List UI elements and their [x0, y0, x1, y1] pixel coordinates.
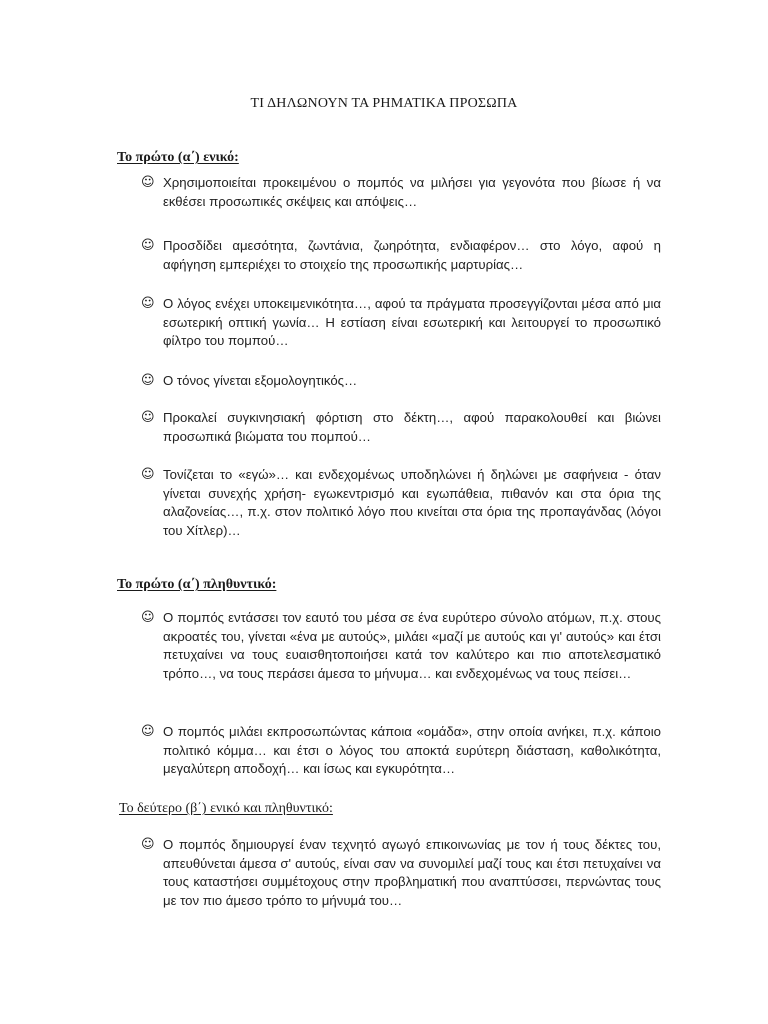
list-item-text: Ο πομπός μιλάει εκπροσωπώντας κάποια «ομάδα», στην οποία ανήκει, π.χ. κάποιο πολιτικό κόμμα… και έτσι ο λόγος του αποκτά ευρύτερη διάσταση, καθολικότητα, μεγαλύτερη αποδοχή… και ίσως και εγκυρότητα…	[163, 724, 661, 776]
document-title: ΤΙ ΔΗΛΩΝΟΥΝ ΤΑ ΡΗΜΑΤΙΚΑ ΠΡΟΣΩΠΑ	[250, 96, 518, 111]
smiley-bullet-icon: ☺	[141, 373, 155, 388]
smiley-bullet-icon: ☺	[141, 467, 155, 482]
smiley-bullet-icon: ☺	[141, 837, 155, 852]
list-item	[141, 466, 661, 540]
smiley-bullet-icon: ☺	[141, 175, 155, 190]
smiley-bullet-icon: ☺	[141, 724, 155, 739]
list-item-text: Ο τόνος γίνεται εξομολογητικός…	[163, 373, 358, 388]
list-item	[141, 409, 661, 446]
list-item-text: Προσδίδει αμεσότητα, ζωντάνια, ζωηρότητα, ενδιαφέρον… στο λόγο, αφού η αφήγηση εμπεριέχει το στοιχείο της προσωπικής μαρτυρίας…	[163, 238, 661, 272]
list-item-text: Ο πομπός δημιουργεί έναν τεχνητό αγωγό επικοινωνίας με τον ή τους δέκτες του, απευθύνεται άμεσα σ' αυτούς, είναι σαν να συνομιλεί μαζί τους και έτσι πετυχαίνει να τους καταστήσει συμμέτοχους στην προβληματική που αναπτύσσει, περνώντας τους με τον πιο άμεσο τρόπο το μήνυμά του…	[163, 837, 661, 908]
list-item	[141, 237, 661, 274]
list-item	[141, 609, 661, 683]
smiley-bullet-icon: ☺	[141, 410, 155, 425]
list-item	[141, 723, 661, 779]
section-heading-first-plural: Το πρώτο (α΄) πληθυντικό:	[117, 577, 277, 592]
smiley-bullet-icon: ☺	[141, 610, 155, 625]
smiley-bullet-icon: ☺	[141, 296, 155, 311]
list-item-text: Χρησιμοποιείται προκειμένου ο πομπός να μιλήσει για γεγονότα που βίωσε ή να εκθέσει προσωπικές σκέψεις και απόψεις…	[163, 175, 661, 209]
section-heading-first-singular: Το πρώτο (α΄) ενικό:	[117, 150, 239, 165]
list-item	[141, 836, 661, 910]
list-item-text: Τονίζεται το «εγώ»… και ενδεχομένως υποδηλώνει ή δηλώνει με σαφήνεια - όταν γίνεται συνεχής χρήση- εγωκεντρισμό και εγωπάθεια, πιθανόν και στα όρια της αλαζονείας…, π.χ. στον πολιτικό λόγο που κινείται στα όρια της προπαγάνδας (λόγοι του Χίτλερ)…	[163, 467, 661, 538]
list-item	[141, 295, 661, 351]
list-item-text: Ο λόγος ενέχει υποκειμενικότητα…, αφού τα πράγματα προσεγγίζονται μέσα από μια εσωτερική οπτική γωνία… Η εστίαση είναι εσωτερική και λειτουργεί το προσωπικό φίλτρο του πομπού…	[163, 296, 661, 348]
list-item	[141, 174, 661, 211]
section-heading-second-person: Το δεύτερο (β΄) ενικό και πληθυντικό:	[119, 801, 333, 816]
list-item-text: Ο πομπός εντάσσει τον εαυτό του μέσα σε ένα ευρύτερο σύνολο ατόμων, π.χ. στους ακροατές του, γίνεται «ένα με αυτούς», μιλάει «μαζί με αυτούς και γι' αυτούς» και έτσι πετυχαίνει να τους ευαισθητοποιήσει κατά τον καλύτερο και πιο αποτελεσματικό τρόπο…, να τους περάσει άμεσα το μήνυμα… και ενδεχομένως να τους πείσει…	[163, 610, 661, 681]
smiley-bullet-icon: ☺	[141, 238, 155, 253]
list-item-text: Προκαλεί συγκινησιακή φόρτιση στο δέκτη…, αφού παρακολουθεί και βιώνει προσωπικά βιώματα του πομπού…	[163, 410, 661, 444]
list-item	[141, 372, 661, 391]
